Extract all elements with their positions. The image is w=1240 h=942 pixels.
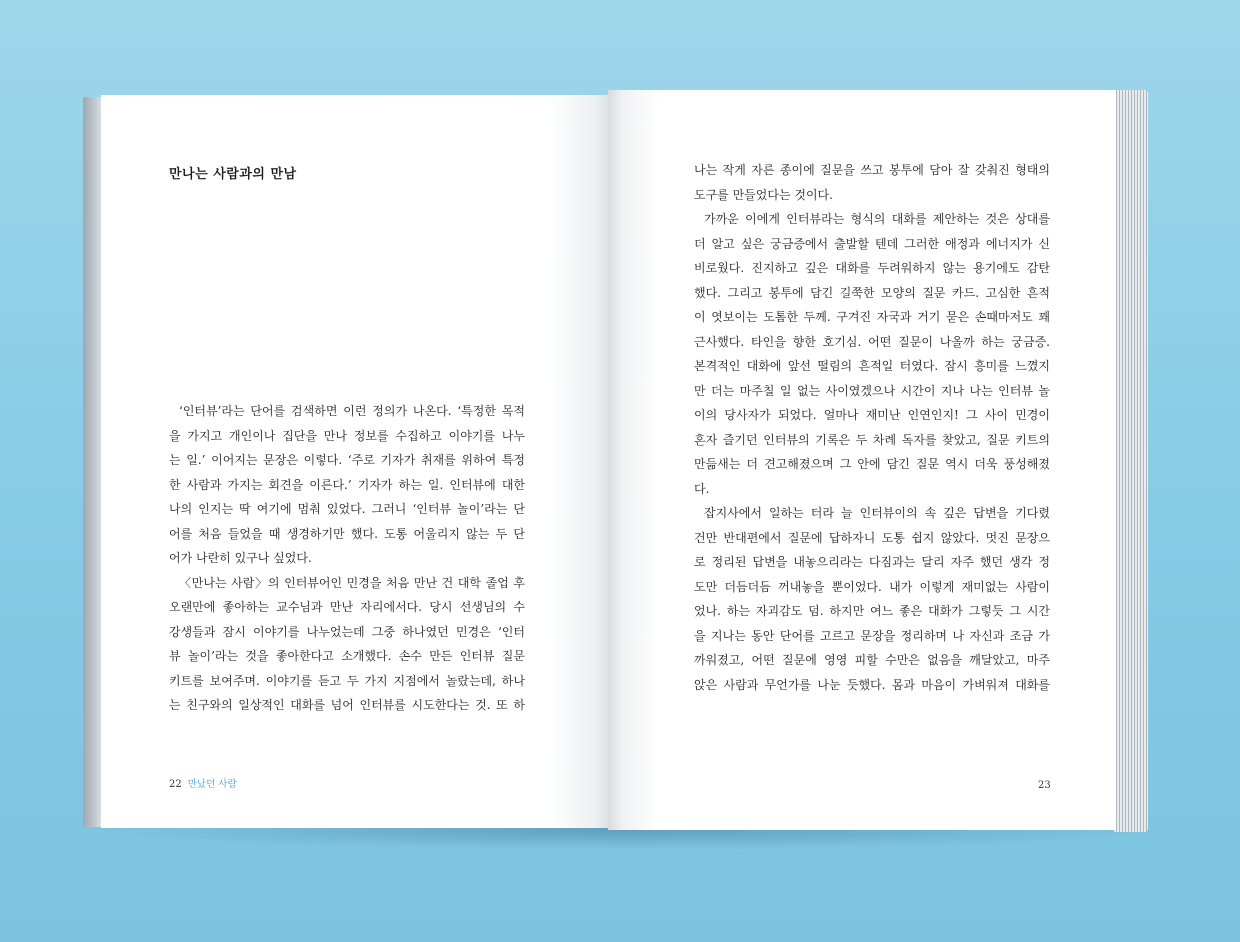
left-page-edges — [83, 97, 103, 827]
right-page-edges — [1114, 90, 1148, 832]
text-line: 만듦새는 더 견고해졌으며 그 안에 담긴 질문 역시 더욱 풍성해졌 — [694, 457, 1050, 471]
text-line: 을 가지고 개인이나 집단을 만나 정보를 수집하고 이야기를 나누 — [169, 428, 525, 443]
text-line: 잡지사에서 일하는 터라 늘 인터뷰이의 속 깊은 답변을 기다렸 — [704, 506, 1050, 520]
text-line: 어가 나란히 있구나 싶었다. — [169, 551, 312, 565]
text-line: 비로웠다. 진지하고 깊은 대화를 두려워하지 않는 용기에도 감탄 — [694, 261, 1050, 275]
right-page — [608, 90, 1116, 830]
page-number: 22 — [169, 779, 182, 790]
text-line: 키트를 보여주며. 이야기를 듣고 두 가지 지점에서 놀랐는데, 하나 — [169, 673, 525, 688]
text-line: 로 정리된 답변을 내놓으리라는 다짐과는 달리 자주 했던 생각 정 — [694, 555, 1050, 569]
text-line: 이의 당사자가 되었다. 얼마나 재미난 인연인지! 그 사이 민경이 — [694, 408, 1050, 422]
text-line: 했다. 그리고 봉투에 담긴 길쭉한 모양의 질문 카드. 고심한 흔적 — [694, 285, 1050, 300]
text-line: 한 사람과 가지는 회견을 이른다.’ 기자가 하는 일. 인터뷰에 대한 — [169, 477, 525, 492]
text-line: 나의 인지는 딱 여기에 멈춰 있었다. 그러니 ‘인터뷰 놀이’라는 단 — [169, 502, 525, 516]
text-line: 을 지나는 동안 단어를 고르고 문장을 정리하며 나 자신과 조금 가 — [694, 628, 1050, 643]
text-line: 강생들과 잠시 이야기를 나누었는데 그중 하나였던 민경은 ‘인터 — [169, 624, 525, 639]
chapter-title: 만나는 사람과의 만남 — [169, 167, 297, 182]
text-line: 는 친구와의 일상적인 대화를 넘어 인터뷰를 시도한다는 것. 또 하 — [169, 698, 525, 712]
text-line: 도구를 만들었다는 것이다. — [694, 187, 833, 202]
text-line: 〈만나는 사람〉의 인터뷰어인 민경을 처음 만난 건 대학 졸업 후 — [179, 575, 525, 590]
text-line: 근사했다. 타인을 향한 호기심. 어떤 질문이 나올까 하는 궁금증. — [694, 334, 1050, 349]
text-line: 뷰 놀이’라는 것을 좋아한다고 소개했다. 손수 만든 인터뷰 질문 — [169, 649, 525, 663]
left-folio — [169, 776, 237, 790]
text-line: 앉은 사람과 무언가를 나눈 듯했다. 몸과 마음이 가벼워져 대화를 — [694, 677, 1050, 692]
text-line: 나는 작게 자른 종이에 질문을 쓰고 봉투에 담아 잘 갖춰진 형태의 — [694, 163, 1050, 177]
right-body-text — [694, 158, 1050, 697]
text-line: 더 알고 싶은 궁금증에서 출발할 텐데 그러한 애정과 에너지가 신 — [694, 236, 1050, 251]
text-line: 까워졌고, 어떤 질문에 영영 피할 수만은 없음을 깨달았고, 마주 — [694, 653, 1050, 667]
text-line: ‘인터뷰’라는 단어를 검색하면 이런 정의가 나온다. ‘특정한 목적 — [179, 404, 525, 418]
left-body-text — [169, 399, 525, 718]
text-line: 건만 반대편에서 질문에 답하자니 도통 쉽지 않았다. 멋진 문장으 — [694, 530, 1050, 545]
page-number: 23 — [1038, 780, 1051, 791]
text-line: 도만 더듬더듬 꺼내놓을 뿐이었다. 내가 이렇게 재미없는 사람이 — [694, 579, 1050, 594]
text-line: 만 더는 마주칠 일 없는 사이였겠으나 시간이 지나 나는 인터뷰 놀 — [694, 383, 1050, 398]
text-line: 오랜만에 좋아하는 교수님과 만난 자리에서다. 당시 선생님의 수 — [169, 600, 525, 614]
text-line: 본격적인 대화에 앞선 떨림의 흔적일 터였다. 잠시 흥미를 느꼈지 — [694, 359, 1050, 373]
text-line: 다. — [694, 481, 710, 496]
text-line: 었나. 하는 자괴감도 덤. 하지만 여느 좋은 대화가 그렇듯 그 시간 — [694, 604, 1050, 618]
running-head: 만났던 사람 — [187, 779, 237, 790]
text-line: 이 엿보이는 도톰한 두께. 구겨진 자국과 거기 묻은 손때마저도 꽤 — [694, 310, 1050, 324]
text-line: 는 일.’ 이어지는 문장은 이렇다. ‘주로 기자가 취재를 위하여 특정 — [169, 453, 525, 467]
text-line: 혼자 즐기던 인터뷰의 기록은 두 차례 독자를 찾았고, 질문 키트의 — [694, 432, 1050, 447]
text-line: 어를 처음 들었을 때 생경하기만 했다. 도통 어울리지 않는 두 단 — [169, 526, 525, 541]
text-line: 가까운 이에게 인터뷰라는 형식의 대화를 제안하는 것은 상대를 — [704, 212, 1050, 226]
left-page — [101, 95, 609, 828]
